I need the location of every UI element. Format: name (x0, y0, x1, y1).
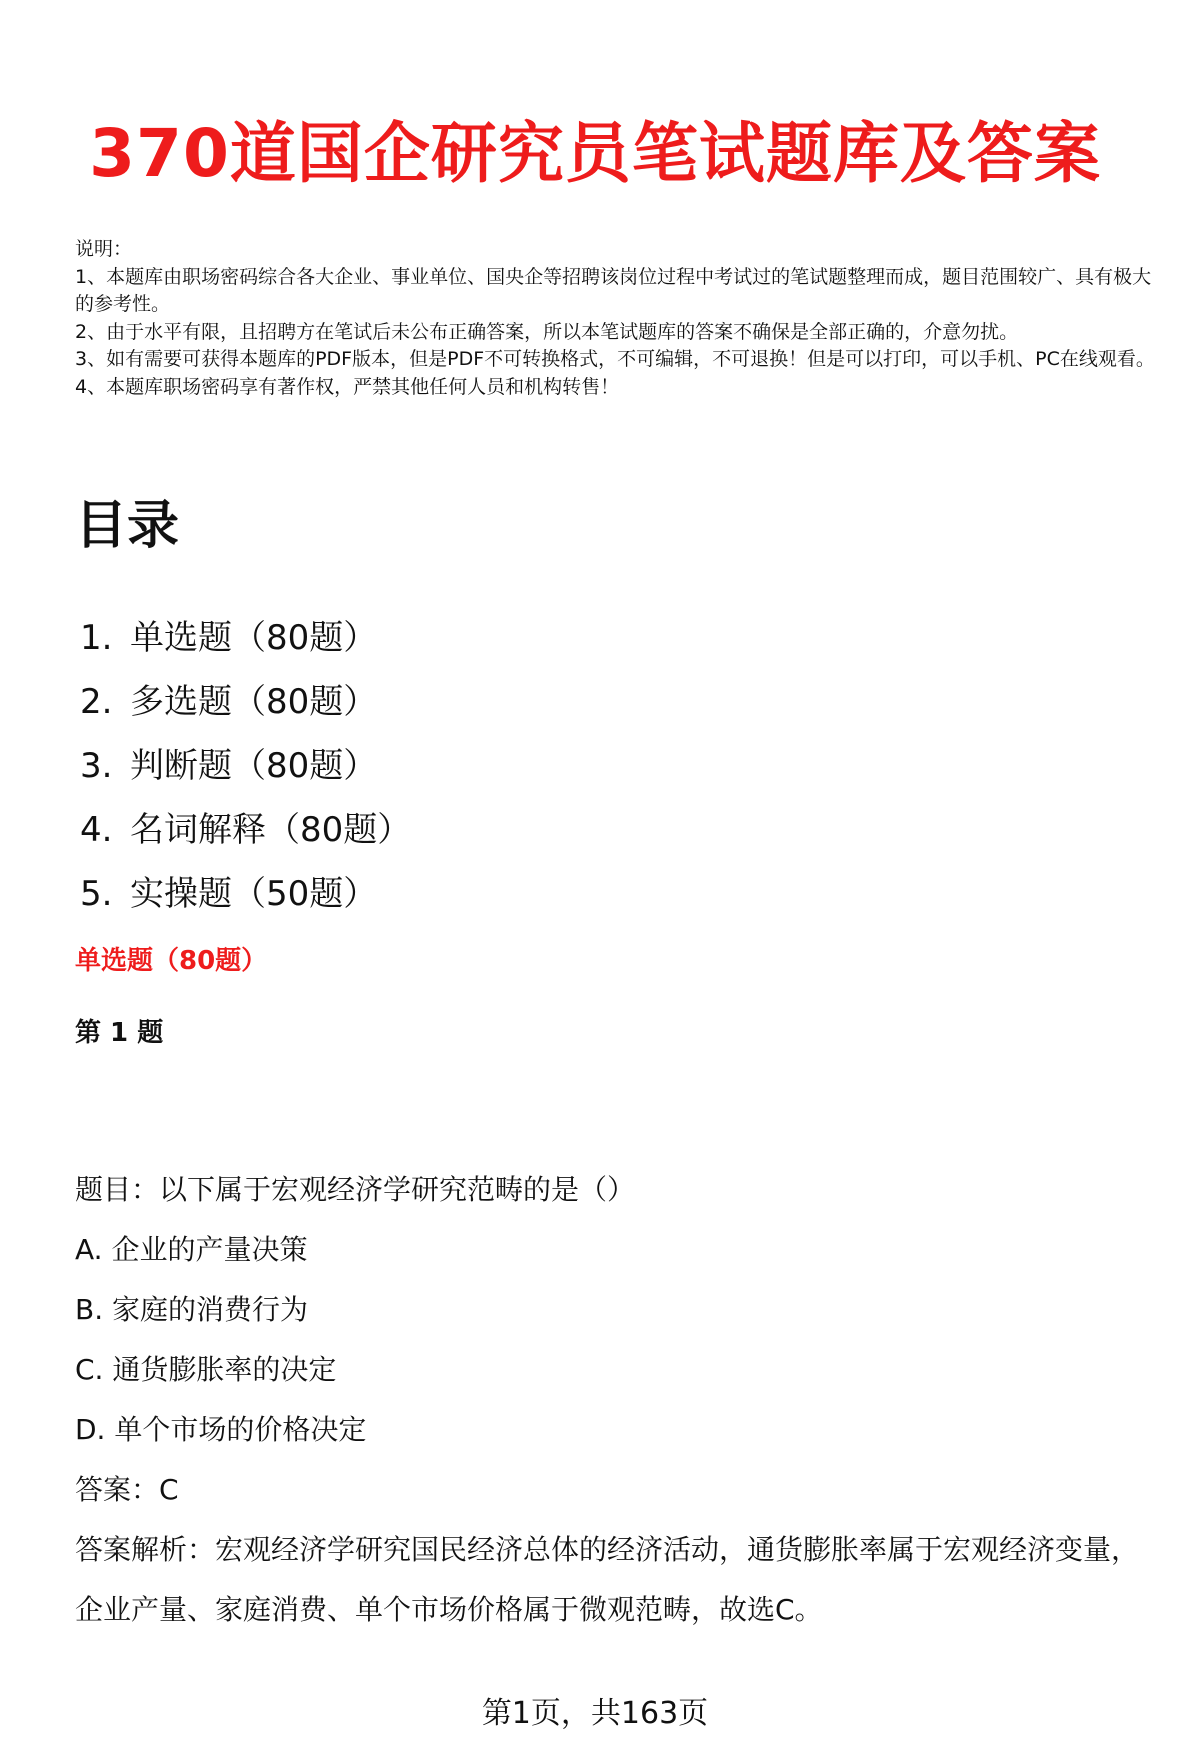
toc-item[interactable] (80, 606, 411, 670)
question-body (75, 1160, 1165, 1640)
toc-item-label: 名词解释（80题） (130, 810, 412, 850)
toc-item-number: 3. (80, 746, 113, 786)
toc-item-number: 1. (80, 618, 113, 658)
question-option: D. 单个市场的价格决定 (75, 1413, 367, 1446)
notes-label: 说明： (75, 238, 133, 260)
question-answer: 答案：C (75, 1473, 179, 1506)
question-option: A. 企业的产量决策 (75, 1233, 308, 1266)
note-item: 2、由于水平有限，且招聘方在笔试后未公布正确答案，所以本笔试题库的答案不确保是全部正确的，介意勿扰。 (75, 320, 1019, 343)
toc-item-label: 判断题（80题） (130, 746, 378, 786)
question-explanation: 答案解析：宏观经济学研究国民经济总体的经济活动，通货膨胀率属于宏观经济变量，企业产量、家庭消费、单个市场价格属于微观范畴，故选C。 (75, 1533, 1140, 1626)
toc-item-label: 单选题（80题） (130, 618, 378, 658)
toc-item[interactable] (80, 734, 411, 798)
toc-item-label: 多选题（80题） (130, 682, 378, 722)
toc-heading: 目录 (75, 496, 180, 556)
toc-list (80, 606, 411, 926)
note-item: 4、本题库职场密码享有著作权，严禁其他任何人员和机构转售！ (75, 375, 620, 398)
toc-item-number: 2. (80, 682, 113, 722)
toc-item-number: 4. (80, 810, 113, 850)
toc-item[interactable] (80, 670, 411, 734)
toc-item[interactable] (80, 798, 411, 862)
document-title: 370道国企研究员笔试题库及答案 (89, 115, 1101, 192)
question-option: B. 家庭的消费行为 (75, 1293, 309, 1326)
question-option: C. 通货膨胀率的决定 (75, 1353, 337, 1386)
toc-item-number: 5. (80, 874, 113, 914)
note-item: 3、如有需要可获得本题库的PDF版本，但是PDF不可转换格式，不可编辑，不可退换！但是可以打印，可以手机、PC在线观看。 (75, 348, 1155, 370)
question-stem: 题目：以下属于宏观经济学研究范畴的是（） (75, 1173, 636, 1206)
question-heading: 第 1 题 (75, 1018, 164, 1048)
notes-block (75, 236, 1155, 401)
note-item: 1、本题库由职场密码综合各大企业、事业单位、国央企等招聘该岗位过程中考试过的笔试题整理而成，题目范围较广、具有极大的参考性。 (75, 265, 1152, 315)
toc-item[interactable] (80, 862, 411, 926)
section-heading: 单选题（80题） (75, 946, 268, 976)
toc-item-label: 实操题（50题） (130, 874, 378, 914)
page-footer: 第1页，共163页 (481, 1696, 709, 1731)
